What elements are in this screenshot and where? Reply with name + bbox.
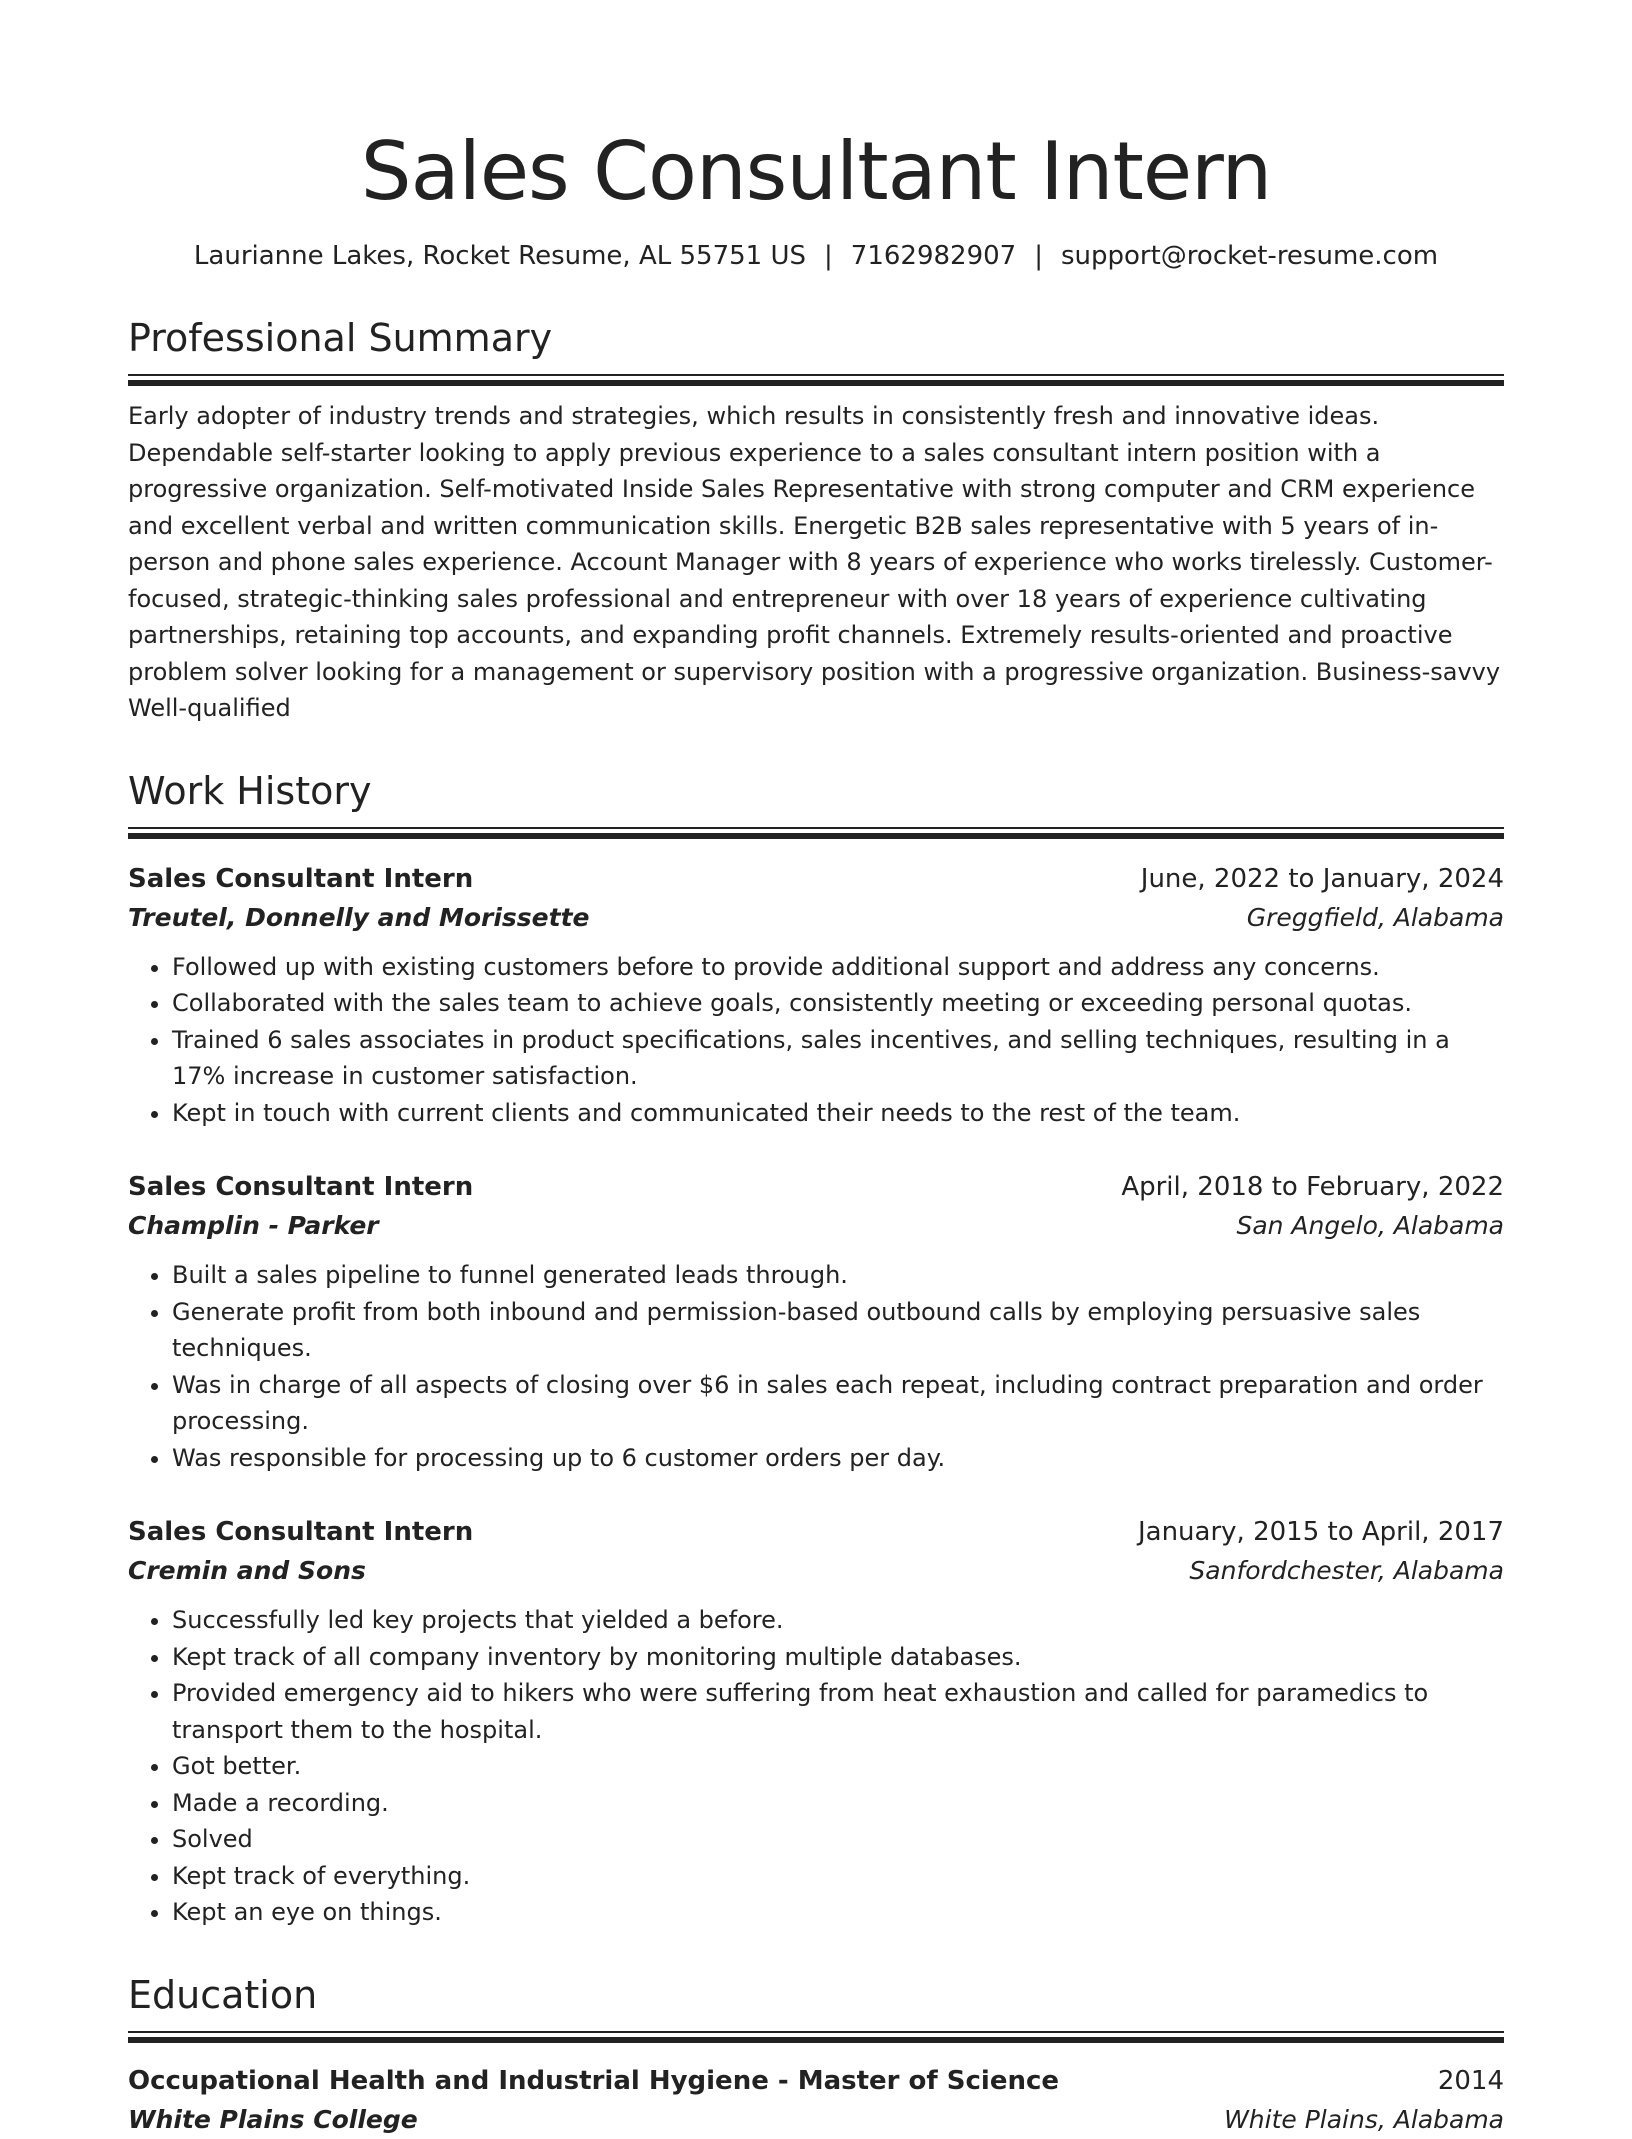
job-bullets	[128, 1602, 1504, 1931]
job-bullet: • Collaborated with the sales team to achieve goals, consistently meeting or exceeding personal quotas.	[172, 985, 1504, 1022]
job-bullet: • Got better.	[172, 1748, 1504, 1785]
education-school: White Plains College	[128, 2104, 418, 2134]
contact-address: Laurianne Lakes, Rocket Resume, AL 55751 US	[193, 241, 807, 271]
job-dates: June, 2022 to January, 2024	[1140, 863, 1504, 894]
education-school-row	[128, 2101, 1504, 2139]
job-location: San Angelo, Alabama	[1236, 1211, 1504, 1240]
job-bullet: • Kept an eye on things.	[172, 1894, 1504, 1931]
section-divider	[128, 2031, 1504, 2041]
job-bullets	[128, 1257, 1504, 1476]
job-bullet: • Kept track of everything.	[172, 1858, 1504, 1895]
job-bullet: • Provided emergency aid to hikers who were suffering from heat exhaustion and called for paramedics to transport them to the hospital.	[172, 1675, 1504, 1748]
job-header-row	[128, 859, 1504, 899]
job-bullet: • Was responsible for processing up to 6 customer orders per day.	[172, 1440, 1504, 1477]
job-bullet: • Kept track of all company inventory by monitoring multiple databases.	[172, 1639, 1504, 1676]
job-title: Sales Consultant Intern	[128, 1517, 474, 1547]
job-bullet: • Generate profit from both inbound and permission-based outbound calls by employing persuasive sales techniques.	[172, 1294, 1504, 1367]
job-bullets	[128, 949, 1504, 1132]
job-location: Sanfordchester, Alabama	[1189, 1556, 1504, 1585]
job-entry	[128, 859, 1504, 1132]
education-entry	[128, 2061, 1504, 2139]
job-company-row	[128, 1552, 1504, 1590]
job-company: Cremin and Sons	[128, 1556, 366, 1585]
job-company-row	[128, 899, 1504, 937]
section-heading-summary: Professional Summary	[128, 316, 553, 360]
contact-email: support@rocket-resume.com	[1060, 241, 1439, 271]
job-bullet: • Followed up with existing customers before to provide additional support and address any concerns.	[172, 949, 1504, 986]
contact-separator: |	[1034, 241, 1043, 271]
job-entry	[128, 1512, 1504, 1931]
education-header-row	[128, 2061, 1504, 2101]
job-company: Treutel, Donnelly and Morissette	[128, 902, 590, 932]
contact-phone: 7162982907	[850, 241, 1017, 271]
section-heading-work-history: Work History	[128, 768, 372, 813]
job-company: Champlin - Parker	[128, 1211, 379, 1240]
education-year: 2014	[1437, 2065, 1504, 2096]
job-header-row	[128, 1512, 1504, 1552]
job-header-row	[128, 1167, 1504, 1207]
job-company-row	[128, 1207, 1504, 1245]
job-title: Sales Consultant Intern	[128, 863, 474, 894]
job-title: Sales Consultant Intern	[128, 1172, 474, 1202]
job-bullet: • Built a sales pipeline to funnel generated leads through.	[172, 1257, 1504, 1294]
contact-separator: |	[824, 241, 833, 271]
contact-line	[128, 238, 1504, 274]
job-dates: January, 2015 to April, 2017	[1137, 1517, 1504, 1547]
education-degree: Occupational Health and Industrial Hygiene - Master of Science	[128, 2065, 1060, 2096]
job-bullet: • Kept in touch with current clients and communicated their needs to the rest of the team.	[172, 1095, 1504, 1132]
job-bullet: • Trained 6 sales associates in product specifications, sales incentives, and selling techniques, resulting in a 17% increase in customer satisfaction.	[172, 1022, 1504, 1095]
job-location: Greggfield, Alabama	[1246, 902, 1504, 932]
job-bullet: • Solved	[172, 1821, 1504, 1858]
job-dates: April, 2018 to February, 2022	[1121, 1172, 1504, 1202]
section-divider	[128, 827, 1504, 837]
job-entry	[128, 1167, 1504, 1476]
summary-text: Early adopter of industry trends and strategies, which results in consistently fresh and innovative ideas. Dependable self-starter looking to apply previous experience to a sales consultant intern position with a progressive organization. Self-motivated Inside Sales Representative with strong computer and CRM experience and excellent verbal and written communication skills. Energetic B2B sales representative with 5 years of in-person and phone sales experience. Account Manager with 8 years of experience who works tirelessly. Customer-focused, strategic-thinking sales professional and entrepreneur with over 18 years of experience cultivating partnerships, retaining top accounts, and expanding profit channels. Extremely results-oriented and proactive problem solver looking for a management or supervisory position with a progressive organization. Business-savvy Well-qualified	[128, 402, 1501, 722]
section-divider	[128, 374, 1504, 384]
job-bullet: • Made a recording.	[172, 1785, 1504, 1822]
resume-page	[128, 0, 1504, 2139]
job-bullet: • Successfully led key projects that yielded a before.	[172, 1602, 1504, 1639]
job-bullet: • Was in charge of all aspects of closing over $6 in sales each repeat, including contract preparation and order processing.	[172, 1367, 1504, 1440]
education-location: White Plains, Alabama	[1224, 2104, 1504, 2134]
section-heading-education: Education	[128, 1972, 318, 2017]
resume-title: Sales Consultant Intern	[360, 125, 1272, 218]
